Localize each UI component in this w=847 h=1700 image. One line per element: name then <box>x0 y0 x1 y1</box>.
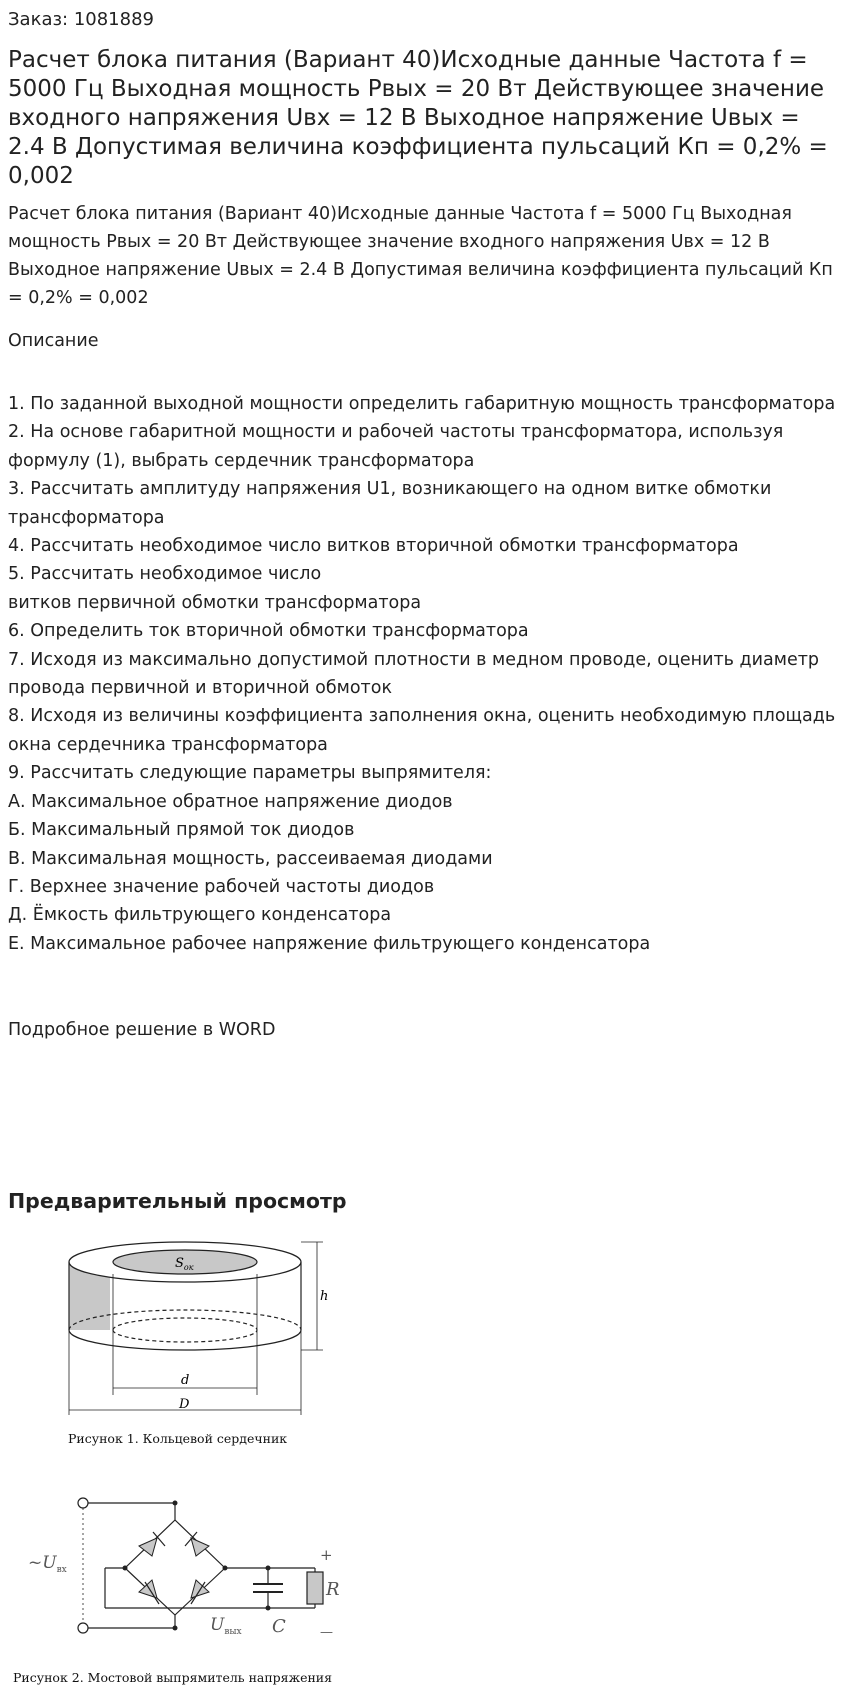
list-item: Б. Максимальный прямой ток диодов <box>8 820 355 841</box>
list-item: 8. Исходя из величины коэффициента заполнения окна, оценить необходимую площадь окна сердечника трансформатора <box>8 706 836 755</box>
list-item: 9. Рассчитать следующие параметры выпрямителя: <box>8 763 492 784</box>
bridge-rectifier-figure <box>20 1480 370 1695</box>
resistor-label: R <box>326 1579 340 1600</box>
list-item: 5. Рассчитать необходимое число <box>8 564 322 585</box>
soc-label: $S_{ок}$ <box>175 1256 194 1272</box>
minus-label: — <box>320 1625 333 1640</box>
plus-label: + <box>320 1546 333 1564</box>
list-item: В. Максимальная мощность, рассеиваемая диодами <box>8 848 493 869</box>
u-out-label: $U_{вых}$ <box>210 1615 242 1637</box>
u-in-label: $\sim U_{вх}$ <box>28 1553 67 1575</box>
list-item: Д. Ёмкость фильтрующего конденсатора <box>8 905 392 926</box>
preview-heading: Предварительный просмотр <box>8 1189 347 1213</box>
order-number: Заказ: 1081889 <box>8 9 154 30</box>
list-item: Е. Максимальное рабочее напряжение фильтрующего конденсатора <box>8 933 651 954</box>
list-item: А. Максимальное обратное напряжение диодов <box>8 791 453 812</box>
list-item: 3. Рассчитать амплитуду напряжения U1, возникающего на одном витке обмотки трансформатора <box>8 479 772 528</box>
list-item: 1. По заданной выходной мощности определить габаритную мощность трансформатора <box>8 394 836 414</box>
page-title: Расчет блока питания (Вариант 40)Исходные данные Частота f = 5000 Гц Выходная мощность Рвых = 20 Вт Действующее значение входного напряжения Uвх = 12 В Выходное напряжение Uвых = 2.4 В Допустимая величина коэффициента пульсаций Кп = 0,2% = 0,002 <box>8 47 828 189</box>
list-item: 2. На основе габаритной мощности и рабочей частоты трансформатора, используя формулу (1), выбрать сердечник трансформатора <box>8 422 784 471</box>
list-item: 7. Исходя из максимально допустимой плотности в медном проводе, оценить диаметр провода первичной и вторичной обмоток <box>8 649 820 699</box>
figure1-caption: Рисунок 1. Кольцевой сердечник <box>68 1431 288 1446</box>
capacitor-label: C <box>272 1616 286 1637</box>
h-label: h <box>320 1289 329 1304</box>
toroid-core-figure <box>55 1230 355 1420</box>
d-label: d <box>181 1373 190 1388</box>
list-item: Г. Верхнее значение рабочей частоты диодов <box>8 876 435 897</box>
steps-list <box>8 390 843 958</box>
list-item: 6. Определить ток вторичной обмотки трансформатора <box>8 621 529 642</box>
summary-text: Расчет блока питания (Вариант 40)Исходные данные Частота f = 5000 Гц Выходная мощность Рвых = 20 Вт Действующее значение входного напряжения Uвх = 12 В Выходное напряжение Uвых = 2.4 В Допустимая величина коэффициента пульсаций Кп = 0,2% = 0,002 <box>8 204 833 308</box>
outer-d-label: D <box>179 1397 190 1412</box>
description-heading: Описание <box>8 331 99 351</box>
figure2-caption: Рисунок 2. Мостовой выпрямитель напряжения <box>13 1670 333 1685</box>
word-solution-note: Подробное решение в WORD <box>8 1020 276 1040</box>
list-item: витков первичной обмотки трансформатора <box>8 592 422 613</box>
list-item: 4. Рассчитать необходимое число витков вторичной обмотки трансформатора <box>8 536 739 557</box>
